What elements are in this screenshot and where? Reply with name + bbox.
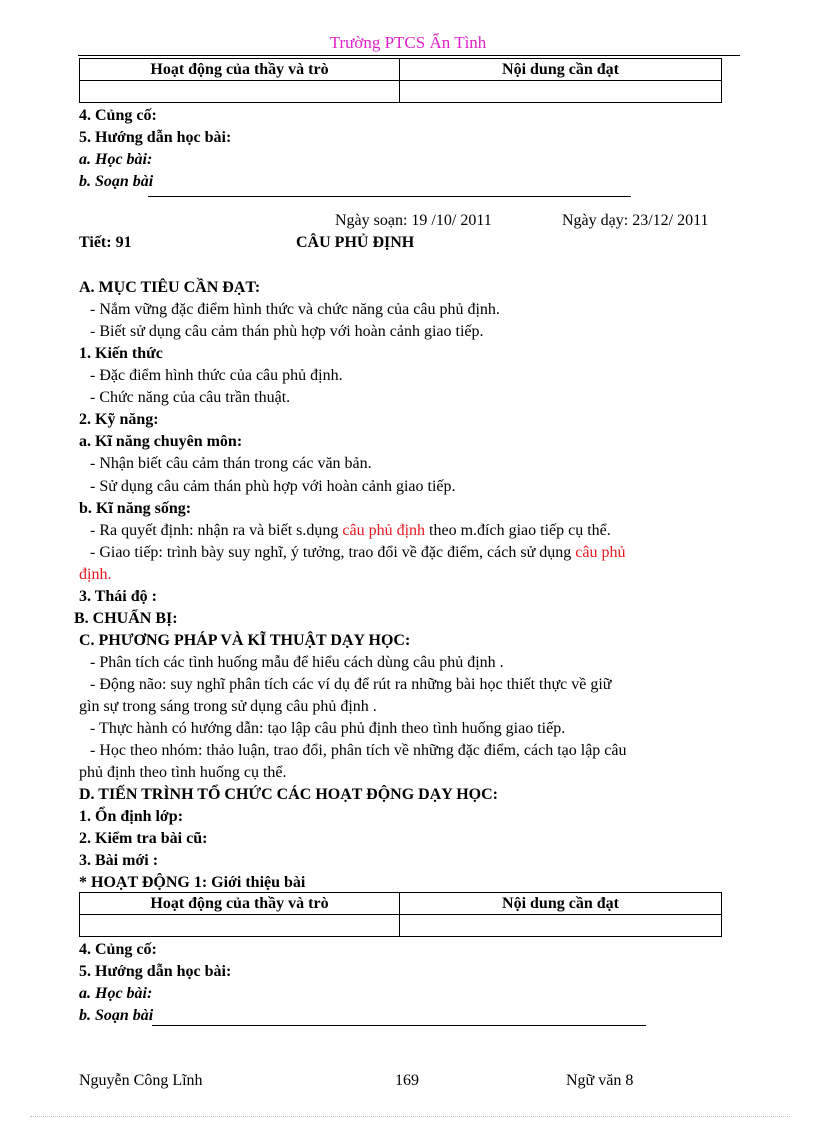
lesson-number: Tiết: 91 [79, 234, 132, 251]
life-skill-text: theo m.đích giao tiếp cụ thể. [425, 522, 611, 539]
method-line: phủ định theo tình huống cụ thể. [79, 764, 287, 781]
professional-skills-heading: a. Kĩ năng chuyên môn: [79, 433, 243, 450]
objective-line: - Biết sử dụng câu cảm thán phù hợp với hoàn cảnh giao tiếp. [90, 323, 484, 340]
table-header-teacher-student: Hoạt động của thầy và trò [80, 59, 400, 81]
table-cell [80, 915, 400, 937]
review-lesson-label: a. Học bài: [79, 985, 153, 1002]
header-rule [78, 55, 740, 56]
method-line: gìn sự trong sáng trong sử dụng câu phủ định . [79, 698, 377, 715]
activity-1-heading: * HOẠT ĐỘNG 1: Giới thiệu bài [79, 874, 306, 891]
highlighted-term: câu phủ định [342, 522, 426, 539]
table-header-content: Nội dung cần đạt [400, 59, 722, 81]
life-skill-text: - Giao tiếp: trình bày suy nghĩ, ý tưởng, trao đổi về đặc điểm, cách sử dụng [90, 544, 576, 561]
review-check-heading: 2. Kiểm tra bài cũ: [79, 830, 208, 847]
study-guide-heading: 5. Hướng dẫn học bài: [79, 129, 232, 146]
consolidation-heading: 4. Củng cố: [79, 107, 157, 124]
section-c-heading: C. PHƯƠNG PHÁP VÀ KĨ THUẬT DẠY HỌC: [79, 632, 411, 649]
knowledge-line: - Chức năng của câu trần thuật. [90, 389, 291, 406]
review-lesson-label: a. Học bài: [79, 151, 153, 168]
prepare-lesson-rule [148, 196, 631, 197]
table-header-content: Nội dung cần đạt [400, 893, 722, 915]
life-skills-heading: b. Kĩ năng sống: [79, 500, 192, 517]
method-line: - Thực hành có hướng dẫn: tạo lập câu phủ định theo tình huống giao tiếp. [90, 720, 566, 737]
attitude-heading: 3. Thái độ : [79, 588, 157, 605]
knowledge-line: - Đặc điểm hình thức của câu phủ định. [90, 367, 343, 384]
professional-skill-line: - Sử dụng câu cảm thán phù hợp với hoàn cảnh giao tiếp. [90, 478, 456, 495]
life-skill-line [90, 543, 625, 563]
page-edge-dotted [30, 1116, 790, 1117]
teach-date: Ngày dạy: 23/12/ 2011 [562, 212, 709, 229]
section-d-heading: D. TIẾN TRÌNH TỔ CHỨC CÁC HOẠT ĐỘNG DẠY HỌC: [79, 786, 499, 803]
lesson-title: CÂU PHỦ ĐỊNH [296, 234, 415, 251]
prepare-lesson-label: b. Soạn bài [79, 173, 154, 190]
activity-table-top [79, 58, 722, 103]
prepare-lesson-label: b. Soạn bài [79, 1007, 154, 1024]
table-header-teacher-student: Hoạt động của thầy và trò [80, 893, 400, 915]
method-line: - Học theo nhóm: thảo luận, trao đổi, phân tích về những đặc điểm, cách tạo lập câu [90, 742, 627, 759]
highlighted-term: định. [79, 566, 112, 583]
method-line: - Phân tích các tình huống mẫu để hiểu cách dùng câu phủ định . [90, 654, 504, 671]
prepare-lesson-rule [152, 1025, 646, 1026]
activity-table-bottom [79, 892, 722, 937]
method-line: - Động não: suy nghĩ phân tích các ví dụ để rút ra những bài học thiết thực về giữ [90, 676, 612, 693]
consolidation-heading: 4. Củng cố: [79, 941, 157, 958]
class-setup-heading: 1. Ổn định lớp: [79, 808, 184, 825]
school-header: Trường PTCS Ẩn Tình [329, 33, 487, 52]
table-cell [400, 915, 722, 937]
professional-skill-line: - Nhận biết câu cảm thán trong các văn bản. [90, 455, 372, 472]
highlighted-term: câu phủ [575, 544, 626, 561]
section-b-heading: B. CHUẨN BỊ: [74, 610, 178, 627]
new-lesson-heading: 3. Bài mới : [79, 852, 159, 869]
life-skill-text: - Ra quyết định: nhận ra và biết s.dụng [90, 522, 343, 539]
table-cell [80, 81, 400, 103]
life-skill-line [90, 521, 611, 541]
study-guide-heading: 5. Hướng dẫn học bài: [79, 963, 232, 980]
skills-heading: 2. Kỹ năng: [79, 411, 159, 428]
footer-author: Nguyễn Công Lĩnh [79, 1072, 203, 1089]
footer-page-number: 169 [395, 1072, 419, 1089]
objective-line: - Nắm vững đặc điểm hình thức và chức năng của câu phủ định. [90, 301, 500, 318]
section-a-heading: A. MỤC TIÊU CẦN ĐẠT: [79, 279, 261, 296]
footer-subject: Ngữ văn 8 [566, 1072, 634, 1089]
table-cell [400, 81, 722, 103]
knowledge-heading: 1. Kiến thức [79, 345, 163, 362]
prep-date: Ngày soạn: 19 /10/ 2011 [335, 212, 492, 229]
